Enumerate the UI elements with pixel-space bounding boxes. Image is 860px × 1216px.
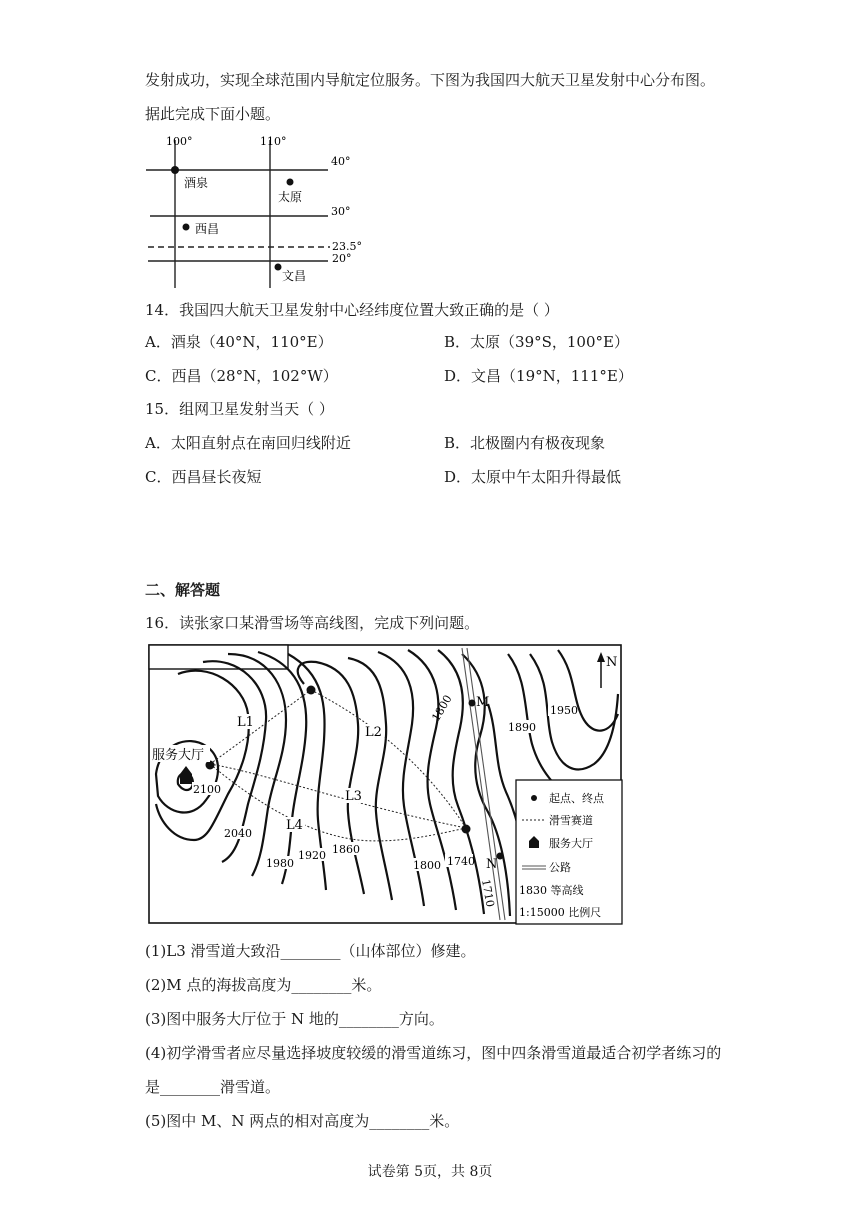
contour-label-1920: 1920 bbox=[298, 849, 326, 862]
contour-label-1800-south: 1800 bbox=[413, 859, 441, 872]
legend-start-end: 起点、终点 bbox=[549, 792, 604, 805]
jiuquan-dot bbox=[171, 166, 179, 174]
q14-option-c[interactable]: C．西昌（28°N，102°W） bbox=[145, 367, 338, 385]
q16-sub3: (3)图中服务大厅位于 N 地的________方向。 bbox=[145, 1010, 444, 1028]
contour-label-1980: 1980 bbox=[266, 857, 294, 870]
lat-23-label: 23.5° bbox=[332, 240, 362, 253]
q14-stem: 14．我国四大航天卫星发射中心经纬度位置大致正确的是（ ） bbox=[145, 301, 559, 319]
north-label: N bbox=[606, 655, 618, 670]
q15-stem: 15．组网卫星发射当天（ ） bbox=[145, 400, 334, 418]
contour-label-1740: 1740 bbox=[447, 855, 475, 868]
intro-line-1: 发射成功，实现全球范围内导航定位服务。下图为我国四大航天卫星发射中心分布图。 bbox=[145, 71, 716, 89]
q14-option-a[interactable]: A．酒泉（40°N，110°E） bbox=[145, 333, 333, 351]
q15-option-b[interactable]: B．北极圈内有极夜现象 bbox=[444, 434, 606, 452]
point-m bbox=[469, 700, 476, 707]
contour-map bbox=[148, 644, 624, 926]
q15-option-c[interactable]: C．西昌昼长夜短 bbox=[145, 468, 262, 486]
service-hall-label: 服务大厅 bbox=[152, 748, 205, 763]
contour-label-1890: 1890 bbox=[508, 721, 536, 734]
legend-contour: 1830 等高线 bbox=[519, 884, 584, 897]
legend bbox=[516, 780, 622, 924]
lat-40-label: 40° bbox=[331, 155, 351, 168]
contour-label-1800-north: 1800 bbox=[429, 692, 455, 724]
q16-stem: 16．读张家口某滑雪场等高线图，完成下列问题。 bbox=[145, 614, 480, 632]
contour-label-1710: 1710 bbox=[479, 878, 497, 909]
xichang-dot bbox=[183, 224, 190, 231]
contour-label-2040: 2040 bbox=[224, 827, 252, 840]
l3-label: L3 bbox=[345, 789, 362, 804]
contour-label-1950: 1950 bbox=[550, 704, 578, 717]
lat-30-label: 30° bbox=[331, 205, 351, 218]
title-box bbox=[149, 645, 288, 669]
contour-label-2100: 2100 bbox=[193, 783, 221, 796]
legend-scale: 1:15000 比例尺 bbox=[519, 906, 602, 919]
end-point bbox=[462, 825, 471, 834]
q15-option-a[interactable]: A．太阳直射点在南回归线附近 bbox=[145, 434, 351, 452]
q15-option-d[interactable]: D．太原中午太阳升得最低 bbox=[444, 468, 622, 486]
n-label: N bbox=[486, 857, 498, 872]
lat-20-label: 20° bbox=[332, 252, 352, 265]
section-title: 二、解答题 bbox=[145, 581, 221, 599]
intro-line-2: 据此完成下面小题。 bbox=[145, 105, 281, 123]
legend-point-icon bbox=[531, 795, 537, 801]
legend-service: 服务大厅 bbox=[549, 837, 593, 850]
l1-label: L1 bbox=[237, 715, 254, 730]
xichang-label: 西昌 bbox=[195, 222, 220, 236]
q16-sub4-line2: 是________滑雪道。 bbox=[145, 1078, 281, 1096]
legend-road: 公路 bbox=[549, 861, 571, 874]
q16-sub5: (5)图中 M、N 两点的相对高度为________米。 bbox=[145, 1112, 460, 1130]
lon-110-label: 110° bbox=[260, 135, 287, 148]
q14-option-b[interactable]: B．太原（39°S，100°E） bbox=[444, 333, 629, 351]
q16-sub4-line1: (4)初学滑雪者应尽量选择坡度较缓的滑雪道练习，图中四条滑雪道最适合初学者练习的 bbox=[145, 1044, 722, 1062]
jiuquan-label: 酒泉 bbox=[184, 176, 209, 190]
q16-sub1: (1)L3 滑雪道大致沿________（山体部位）修建。 bbox=[145, 942, 476, 960]
taiyuan-label: 太原 bbox=[278, 190, 303, 204]
point-n bbox=[497, 853, 504, 860]
page-footer: 试卷第 5页，共 8页 bbox=[367, 1164, 493, 1180]
taiyuan-dot bbox=[287, 179, 294, 186]
m-label: M bbox=[476, 695, 490, 710]
l4-label: L4 bbox=[286, 818, 303, 833]
q14-option-d[interactable]: D．文昌（19°N，111°E） bbox=[444, 367, 633, 385]
l2-label: L2 bbox=[365, 725, 382, 740]
q16-sub2: (2)M 点的海拔高度为________米。 bbox=[145, 976, 382, 994]
legend-ski-run: 滑雪赛道 bbox=[549, 814, 593, 827]
wenchang-dot bbox=[275, 264, 282, 271]
start-point-top bbox=[307, 686, 316, 695]
lon-100-label: 100° bbox=[166, 135, 193, 148]
launch-center-map bbox=[140, 130, 380, 290]
contour-label-1860: 1860 bbox=[332, 843, 360, 856]
wenchang-label: 文昌 bbox=[282, 269, 307, 283]
